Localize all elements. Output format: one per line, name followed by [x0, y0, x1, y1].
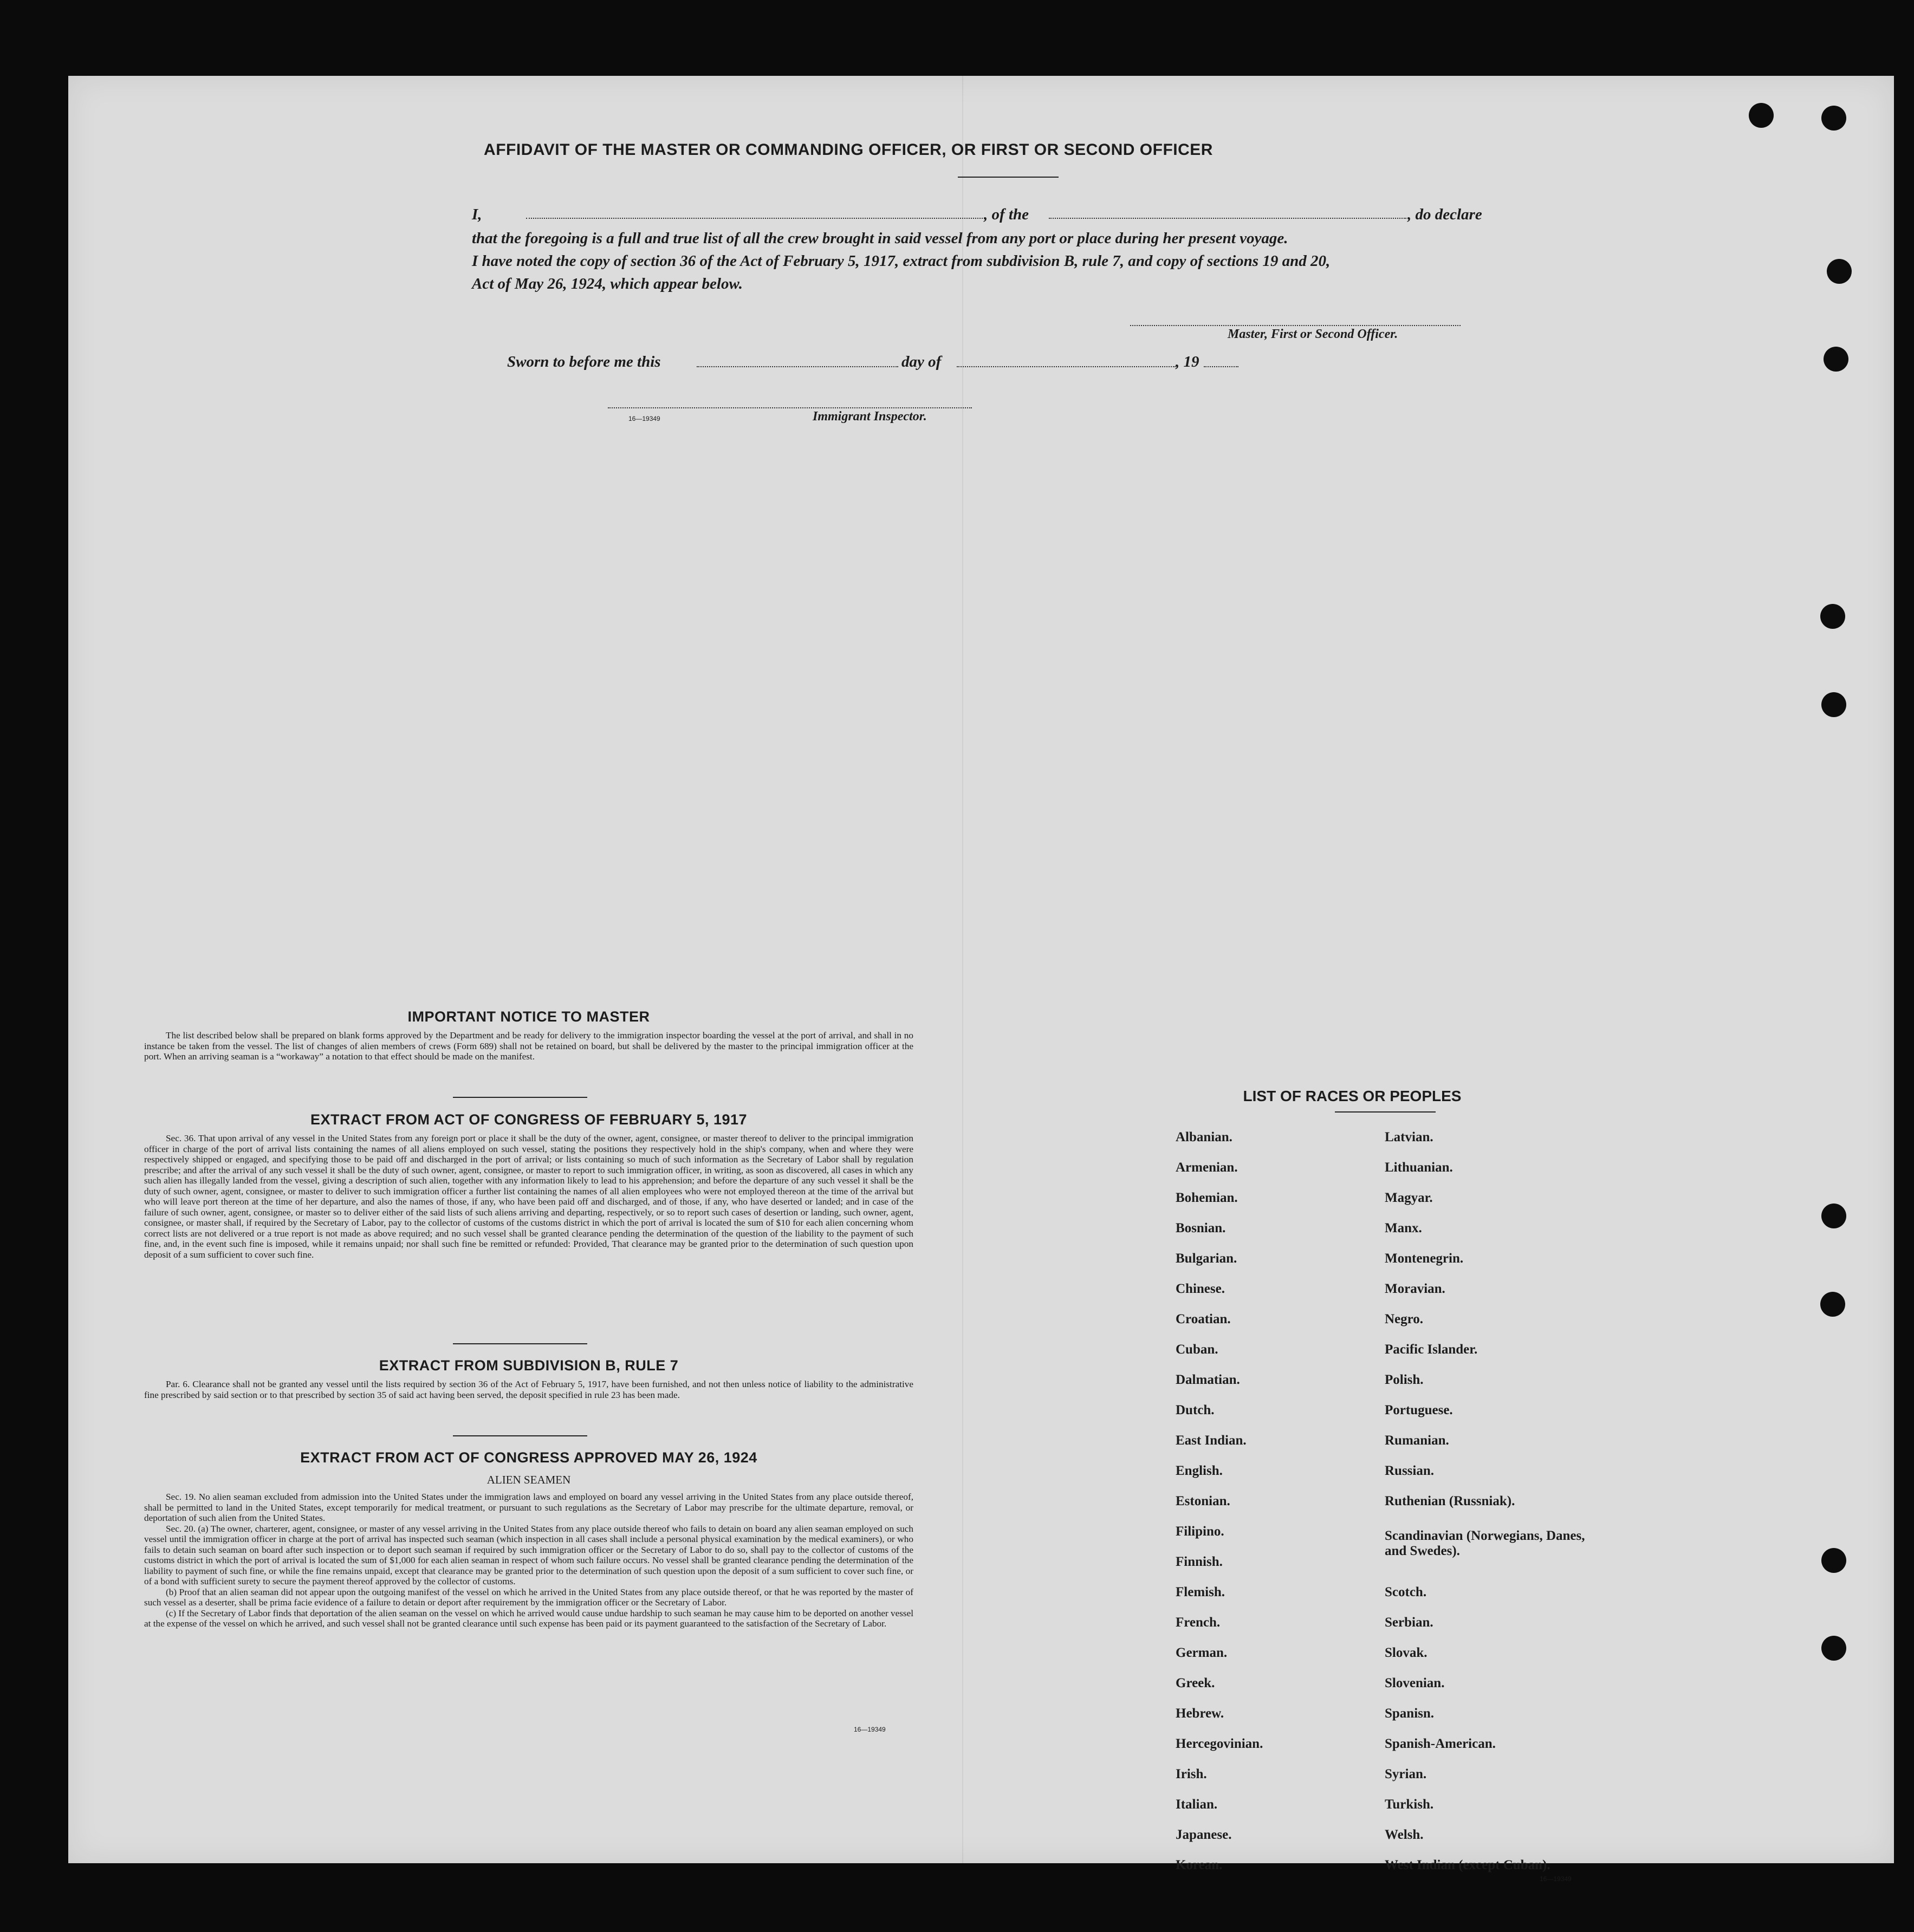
punch-hole: [1821, 692, 1846, 717]
par-6-paragraph: Par. 6. Clearance shall not be granted any vessel until the lists required by section 36 of the Act of February 5, 1917, have been furnished, and not then unless notice of liability to the administrative fine prescribed by said section or to that prescribed by section 35 of said act having been served, the deposit specified in rule 23 has been made.: [144, 1379, 913, 1400]
rule7-text: [144, 1379, 913, 1400]
race-item: Flemish.: [1176, 1585, 1225, 1599]
race-item: Bosnian.: [1176, 1221, 1226, 1235]
race-item: Lithuanian.: [1385, 1160, 1453, 1175]
sec-20c-paragraph: (c) If the Secretary of Labor finds that deportation of the alien seaman on the vessel on which he arrived would cause undue hardship to such seaman he may cause him to be deported on another vessel at the expense of the vessel on which he arrived, and such vessel shall not be granted clearance until such expense has been paid or its payment guaranteed to the satisfaction of the Secretary of Labor.: [144, 1608, 913, 1629]
race-item: Cuban.: [1176, 1342, 1218, 1357]
race-item: West Indian (except Cuban).: [1385, 1858, 1550, 1872]
race-item: Syrian.: [1385, 1767, 1427, 1781]
declarant-name-blank[interactable]: [526, 218, 983, 219]
race-item: Slovak.: [1385, 1645, 1428, 1660]
race-item: Turkish.: [1385, 1797, 1434, 1812]
punch-hole: [1821, 1204, 1846, 1228]
sworn-month-blank[interactable]: [957, 366, 1176, 367]
sworn-label: Sworn to before me this: [507, 353, 661, 370]
form-code-right: 16—19349: [1540, 1875, 1572, 1883]
races-title: LIST OF RACES OR PEOPLES: [1243, 1088, 1462, 1104]
form-code-left: 16—19349: [854, 1726, 886, 1733]
race-item: Filipino.: [1176, 1524, 1224, 1539]
race-item: Spanish-American.: [1385, 1736, 1496, 1751]
notice-title: IMPORTANT NOTICE TO MASTER: [407, 1009, 650, 1025]
race-item: Hebrew.: [1176, 1706, 1224, 1721]
sec-36-paragraph: Sec. 36. That upon arrival of any vessel in the United States from any foreign port or place it shall be the duty of the owner, agent, consignee, or master thereof to deliver to the principal immigration officer in charge of the port of arrival lists containing the names of all aliens employed on such vessel, stating the positions they respectively hold in the ship's company, when and where they were respectively shipped or engaged, and specifying those to be paid off and discharged in the port of arrival; or lists containing so much of such information as the Secretary of Labor shall by regulation prescribe; and after the arrival of any such vessel it shall be the duty of such owner, agent, consignee, or master to report to such immigration officer, in writing, as soon as discovered, all cases in which any such alien has illegally landed from the vessel, giving a description of such alien, together with any information likely to lead to his apprehension; and before the departure of any such vessel it shall be the duty of such owner, agent, consignee, or master to deliver to such immigration officer a further list containing the names of all alien employees who were not employed thereon at the time of the arrival but who will leave port thereon at the time of her departure, and also the names of those, if any, who have been paid off and discharged, and of those, if any, who have deserted or landed; and in case of the failure of such owner, agent, consignee, or master so to deliver either of the said lists of such aliens arriving and departing, respectively, or so to report such cases of desertion or landing, such owner, agent, consignee, or master shall, if required by the Secretary of Labor, pay to the collector of customs of the customs district in which the port of arrival is located the sum of $10 for each alien concerning whom correct lists are not delivered or a true report is not made as above required; and no such vessel shall be granted clearance pending the determination of the question of the liability to the payment of such fine, and, in the event such fine is imposed, while it remains unpaid; nor shall such fine be remitted or refunded: Provided, That clearance may be granted prior to the determination of such question upon deposit of a sum sufficient to cover such fine.: [144, 1133, 913, 1260]
race-item: German.: [1176, 1645, 1228, 1660]
race-item: Chinese.: [1176, 1282, 1225, 1296]
rule7-title: EXTRACT FROM SUBDIVISION B, RULE 7: [379, 1357, 679, 1374]
master-signature-blank[interactable]: [1130, 325, 1461, 326]
day-of-label: day of: [901, 353, 942, 370]
section-divider: [453, 1097, 587, 1098]
race-item: Latvian.: [1385, 1130, 1433, 1144]
section-divider: [453, 1435, 587, 1436]
race-item: Rumanian.: [1385, 1433, 1449, 1448]
race-item: English.: [1176, 1463, 1223, 1478]
affidavit-line-4: Act of May 26, 1924, which appear below.: [472, 275, 743, 292]
sec-20a-paragraph: Sec. 20. (a) The owner, charterer, agent, consignee, or master of any vessel arriving in the United States from any place outside thereof who fails to detain on board any alien seaman employed on such vessel until the immigration officer in charge at the port of arrival has inspected such seaman (which inspection in all cases shall include a personal physical examination by the medical examiners), or who fails to detain such seaman on board after such inspection or to deport such seaman if required by such immigration officer or the Secretary of Labor to do so, shall pay to the collector of customs of the customs district in which the port of arrival is located the sum of $1,000 for each alien seaman in respect of whom such failure occurs. No vessel shall be granted clearance pending the determination of the liability to payment of such fine, or while the fine remains unpaid, except that clearance may be granted prior to the determination of such question upon the deposit of a sum sufficient to cover such fine, or of a bond with sufficient surety to secure the payment thereof approved by the collector of customs.: [144, 1523, 913, 1586]
race-item: Portuguese.: [1385, 1403, 1453, 1417]
declarant-label: I,: [472, 206, 482, 223]
extract-1924-text: [144, 1492, 913, 1629]
year-label: , 19: [1176, 353, 1199, 370]
punch-hole: [1821, 106, 1846, 131]
master-signature-label: Master, First or Second Officer.: [1228, 327, 1398, 341]
race-item: Spanisn.: [1385, 1706, 1435, 1721]
race-item: Dalmatian.: [1176, 1372, 1240, 1387]
notice-text: [144, 1030, 913, 1062]
punch-hole: [1824, 347, 1848, 372]
race-item: Serbian.: [1385, 1615, 1433, 1630]
race-item: Japanese.: [1176, 1827, 1232, 1842]
declare-label-line: [1407, 206, 1482, 224]
race-item: Welsh.: [1385, 1827, 1424, 1842]
race-item: Albanian.: [1176, 1130, 1232, 1144]
race-item: Armenian.: [1176, 1160, 1238, 1175]
affidavit-line-1: [472, 206, 482, 224]
race-item: Magyar.: [1385, 1191, 1433, 1205]
notice-paragraph: The list described below shall be prepared on blank forms approved by the Department and be ready for delivery to the immigration inspector boarding the vessel at the port of arrival, and shall in no instance be taken from the vessel. The list of changes of alien members of crews (Form 689) shall not be retained on board, but shall be delivered by the master to the principal immigration officer at the port. When an arriving seaman is a “workaway” a notation to that effect should be made on the manifest.: [144, 1030, 913, 1062]
race-item: Negro.: [1385, 1312, 1424, 1326]
race-item: Italian.: [1176, 1797, 1218, 1812]
race-item: French.: [1176, 1615, 1221, 1630]
race-item: Ruthenian (Russniak).: [1385, 1494, 1515, 1508]
race-item: Korean.: [1176, 1858, 1223, 1872]
punch-hole: [1820, 604, 1845, 629]
punch-hole: [1820, 1292, 1845, 1317]
punch-hole: [1827, 259, 1852, 284]
declare-label: , do declare: [1407, 206, 1482, 223]
form-code-top: 16—19349: [628, 415, 660, 422]
affidavit-line-2: that the foregoing is a full and true list of all the crew brought in said vessel from any port or place during her present voyage.: [472, 230, 1288, 247]
race-item: Slovenian.: [1385, 1676, 1445, 1690]
extract-1917-title: EXTRACT FROM ACT OF CONGRESS OF FEBRUARY 5, 1917: [310, 1111, 748, 1128]
vessel-label-line: [984, 206, 1029, 224]
race-item: East Indian.: [1176, 1433, 1247, 1448]
title-underline: [958, 177, 1059, 178]
race-item: Irish.: [1176, 1767, 1207, 1781]
race-item: Montenegrin.: [1385, 1251, 1464, 1266]
sec-19-paragraph: Sec. 19. No alien seaman excluded from admission into the United States under the immigration laws and employed on board any vessel arriving in the United States from any place outside thereof, shall be permitted to land in the United States, except temporarily for medical treatment, or pursuant to such regulations as the Secretary of Labor may prescribe for the ultimate departure, removal, or deportation of such alien from the United States.: [144, 1492, 913, 1523]
sworn-day-blank[interactable]: [697, 366, 898, 367]
form-sheet: [68, 76, 1894, 1883]
race-item: Finnish.: [1176, 1554, 1223, 1569]
race-item: Moravian.: [1385, 1282, 1445, 1296]
race-item: Bohemian.: [1176, 1191, 1238, 1205]
race-item: Dutch.: [1176, 1403, 1215, 1417]
section-divider: [453, 1343, 587, 1344]
affidavit-title: AFFIDAVIT OF THE MASTER OR COMMANDING OFFICER, OR FIRST OR SECOND OFFICER: [484, 141, 1213, 159]
inspector-signature-blank[interactable]: [608, 407, 972, 408]
race-item: Scotch.: [1385, 1585, 1427, 1599]
race-item: Bulgarian.: [1176, 1251, 1237, 1266]
race-item: Russian.: [1385, 1463, 1435, 1478]
inspector-label: Immigrant Inspector.: [813, 409, 927, 424]
race-item: Greek.: [1176, 1676, 1215, 1690]
vessel-name-blank[interactable]: [1049, 218, 1406, 219]
race-item: Pacific Islander.: [1385, 1342, 1478, 1357]
punch-hole: [1749, 103, 1774, 128]
extract-1924-title: EXTRACT FROM ACT OF CONGRESS APPROVED MAY 26, 1924: [300, 1449, 757, 1466]
sec-20b-paragraph: (b) Proof that an alien seaman did not appear upon the outgoing manifest of the vessel on which he arrived in the United States from any place outside thereof, or that he was reported by the master of such vessel as a deserter, shall be prima facie evidence of a failure to detain or deport after requirement by the immigration officer or the Secretary of Labor.: [144, 1586, 913, 1608]
race-item: Manx.: [1385, 1221, 1422, 1235]
race-item: Scandinavian (Norwegians, Danes, and Swedes).: [1385, 1528, 1585, 1558]
vessel-label: , of the: [984, 206, 1029, 223]
alien-seamen-subtitle: ALIEN SEAMEN: [486, 1473, 571, 1486]
sworn-year-blank[interactable]: [1204, 366, 1238, 367]
punch-hole: [1821, 1636, 1846, 1661]
punch-hole: [1821, 1548, 1846, 1573]
races-title-underline: [1335, 1111, 1436, 1113]
race-item: Estonian.: [1176, 1494, 1230, 1508]
extract-1917-text: [144, 1133, 913, 1260]
race-item: Hercegovinian.: [1176, 1736, 1263, 1751]
race-item: Polish.: [1385, 1372, 1424, 1387]
fold-line: [962, 76, 963, 1863]
race-item: Croatian.: [1176, 1312, 1231, 1326]
affidavit-line-3: I have noted the copy of section 36 of the Act of February 5, 1917, extract from subdivision B, rule 7, and copy of sections 19 and 20,: [472, 252, 1331, 270]
